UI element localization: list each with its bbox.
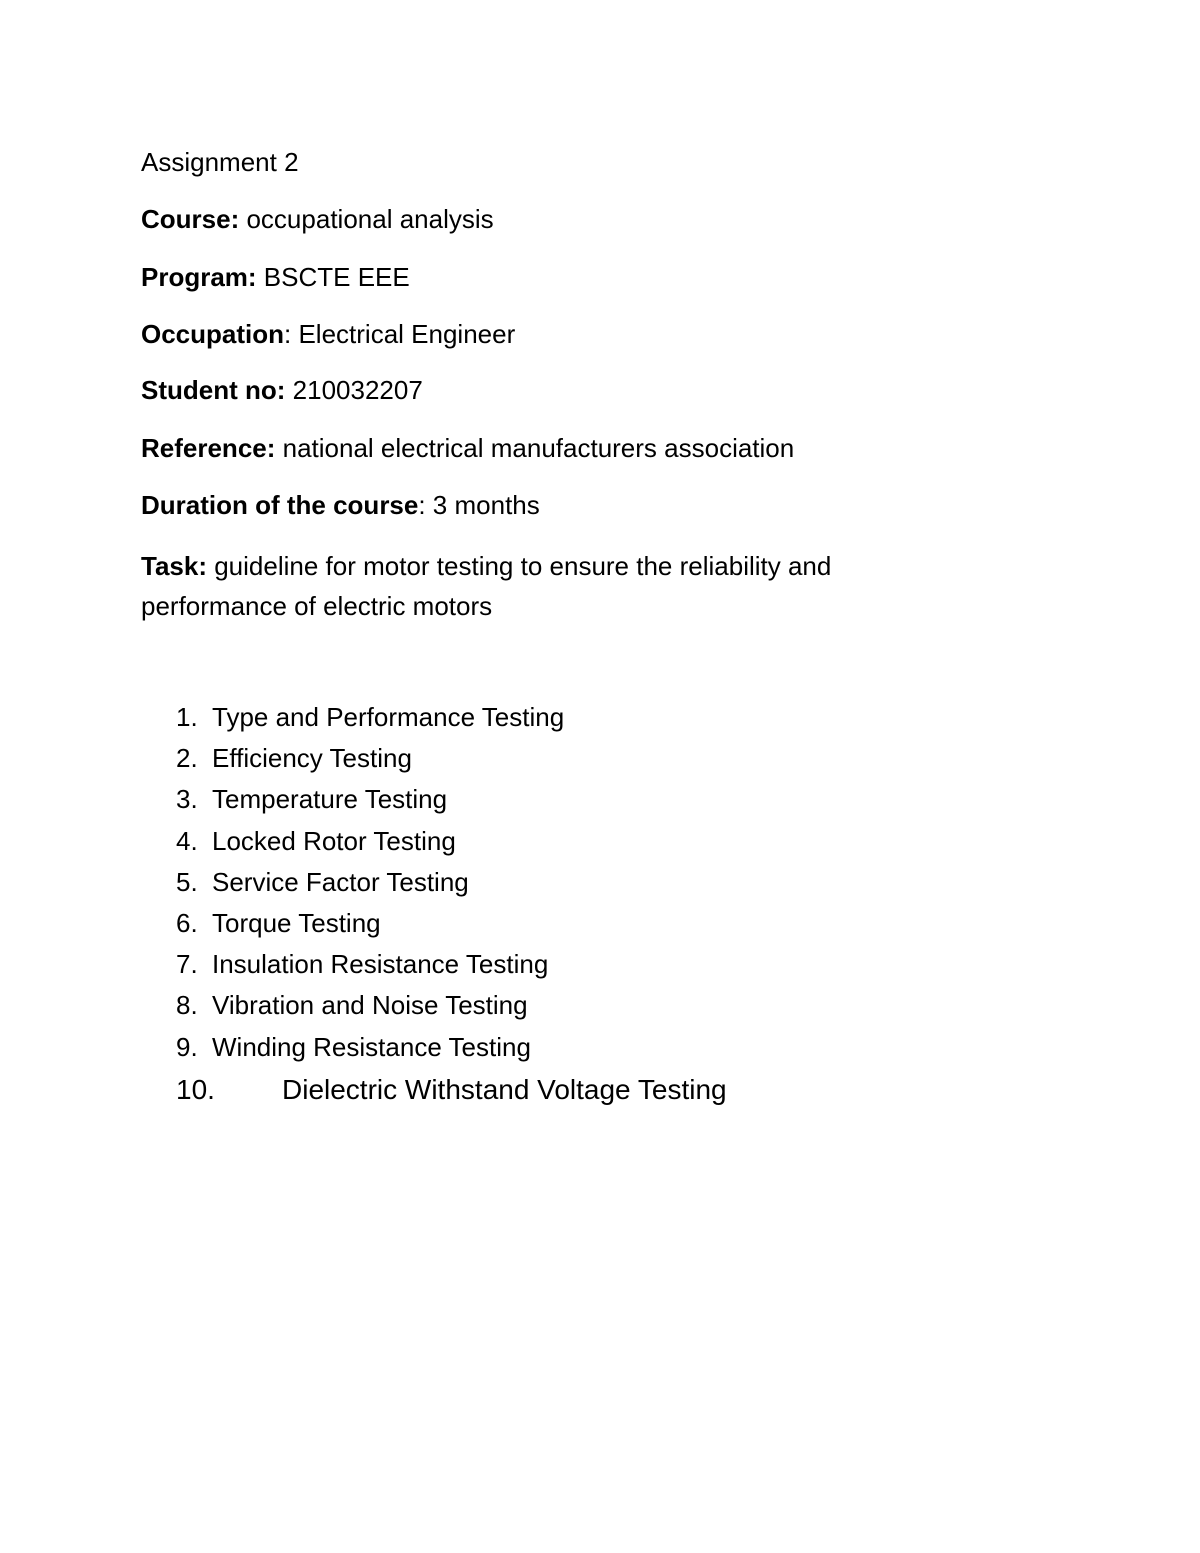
list-item: [176, 1073, 727, 1114]
reference-label: Reference:: [141, 433, 276, 463]
list-item-label: Type and Performance Testing: [212, 702, 565, 732]
list-item: [176, 782, 727, 823]
student-number-label: Student no:: [141, 375, 286, 405]
list-item-label: Temperature Testing: [212, 784, 448, 815]
occupation-line: [141, 318, 515, 350]
list-item: [176, 700, 727, 741]
list-item-number: 5.: [176, 866, 198, 897]
list-item: [176, 906, 727, 947]
list-item: [176, 741, 727, 782]
list-item-number: 2.: [176, 743, 198, 774]
list-item-number: 4.: [176, 825, 198, 856]
list-item: [176, 865, 727, 906]
assignment-title: [141, 146, 299, 178]
list-item-label: Service Factor Testing: [212, 866, 469, 897]
reference-value: national electrical manufacturers association: [275, 433, 795, 463]
list-item-number: 7.: [176, 949, 198, 980]
course-value: occupational analysis: [239, 204, 494, 234]
list-item-number: 3.: [176, 784, 198, 815]
list-item-number: 8.: [176, 990, 198, 1021]
student-number-value: 210032207: [285, 375, 423, 405]
list-item-label: Winding Resistance Testing: [212, 1031, 531, 1062]
reference-line: [141, 432, 794, 464]
list-item: [176, 988, 727, 1029]
program-label: Program:: [141, 262, 257, 292]
list-item-label: Efficiency Testing: [212, 743, 412, 774]
list-item-label: Torque Testing: [212, 907, 381, 938]
duration-value: : 3 months: [418, 490, 540, 520]
occupation-value: : Electrical Engineer: [284, 319, 516, 349]
task-paragraph: [141, 546, 941, 626]
duration-line: [141, 489, 540, 521]
assignment-title-text: Assignment 2: [141, 147, 299, 177]
list-item-label: Vibration and Noise Testing: [212, 990, 528, 1021]
list-item: [176, 947, 727, 988]
list-item-number: 9.: [176, 1031, 198, 1062]
program-line: [141, 261, 410, 293]
list-item-number: 1.: [176, 702, 198, 732]
task-value: guideline for motor testing to ensure the reliability and performance of electric motors: [141, 551, 832, 621]
duration-label: Duration of the course: [141, 490, 419, 520]
list-item: [176, 1030, 727, 1071]
list-item-label: Insulation Resistance Testing: [212, 949, 549, 980]
course-line: [141, 203, 494, 235]
list-item-label: Locked Rotor Testing: [212, 825, 456, 856]
program-value: BSCTE EEE: [256, 262, 410, 292]
list-item-number: 10.: [176, 1073, 215, 1105]
motor-test-list: [176, 700, 727, 1114]
list-item-label: Dielectric Withstand Voltage Testing: [282, 1073, 727, 1105]
task-label: Task:: [141, 551, 207, 581]
occupation-label: Occupation: [141, 319, 285, 349]
list-item-number: 6.: [176, 907, 198, 938]
list-item: [176, 824, 727, 865]
student-number-line: [141, 374, 423, 406]
course-label: Course:: [141, 204, 240, 234]
